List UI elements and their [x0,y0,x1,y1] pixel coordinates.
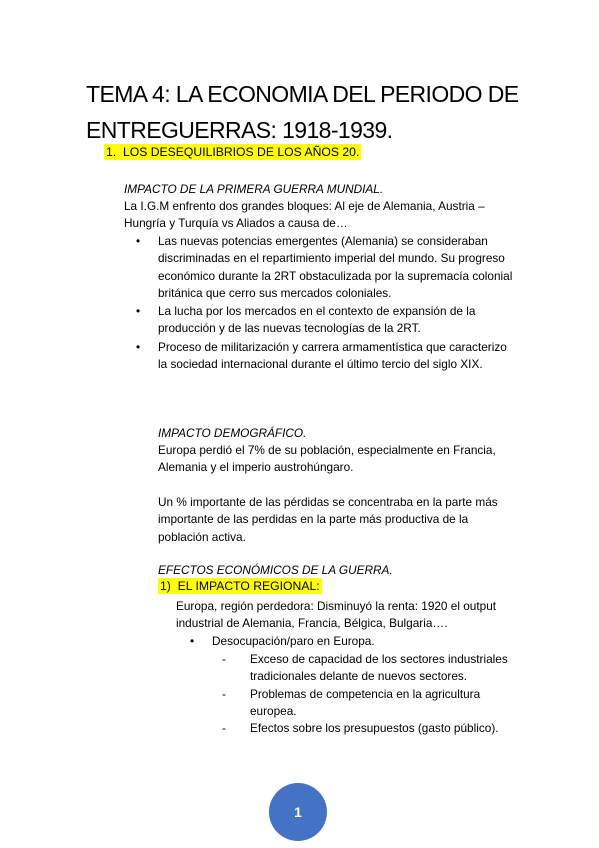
bullet-icon: • [136,339,141,354]
list-item-text: Desocupación/paro en Europa. [212,634,375,648]
paragraph-demografico-2: Un % importante de las pérdidas se concentraba en la parte más importante de las perdidas en la parte más productiva de la población activa. [158,495,498,544]
dash-list [222,651,512,737]
section-number: 1. [106,145,117,159]
subheading-impacto-guerra: IMPACTO DE LA PRIMERA GUERRA MUNDIAL. [124,182,384,196]
section-title: LOS DESEQUILIBRIOS DE LOS AÑOS 20. [122,145,360,159]
list-item [222,651,512,686]
list-item-text: Efectos sobre los presupuestos (gasto público). [250,721,499,736]
dash-icon: - [222,721,226,736]
bullet-list-regional [178,633,508,651]
list-item [222,720,512,737]
list-item-text: Exceso de capacidad de los sectores industriales tradicionales delante de nuevos sectores. [250,652,508,684]
subsection-heading-highlight [158,578,322,594]
list-item [178,633,508,650]
section-heading-highlight [104,144,361,160]
page-title: TEMA 4: LA ECONOMIA DEL PERIODO DE ENTREGUERRAS: 1918-1939. [86,81,519,143]
list-item [124,339,516,374]
subsection-title: EL IMPACTO REGIONAL: [177,579,320,593]
subheading-efectos-economicos: EFECTOS ECONÓMICOS DE LA GUERRA. [158,563,393,577]
paragraph-demografico-1: Europa perdió el 7% de su población, especialmente en Francia, Alemania y el imperio austrohúngaro. [158,443,496,475]
dash-icon: - [222,652,226,666]
subsection-number: 1) [160,579,171,593]
dash-icon: - [222,686,226,701]
list-item [124,233,516,302]
page-number-badge [269,783,327,841]
list-item-text: Problemas de competencia en la agricultura europea. [250,686,481,718]
list-item-text: Proceso de militarización y carrera armamentística que caracterizo la sociedad internacional durante el último tercio del siglo XIX. [158,339,507,372]
list-item [222,686,512,721]
list-item-text: La lucha por los mercados en el contexto de expansión de la producción y de las nuevas tecnologías de la 2RT. [158,304,476,336]
subsection-heading [158,578,322,596]
bullet-icon: • [190,634,195,648]
bullet-list-guerra [124,233,516,374]
section-heading-1 [104,144,361,162]
paragraph-intro-guerra: La I.G.M enfrento dos grandes bloques: Al eje de Alemania, Austria – Hungría y Turquía vs Aliados a causa de… [124,199,485,231]
list-item-text: Las nuevas potencias emergentes (Alemania) se consideraban discriminadas en el repartimiento imperial del mundo. Su progreso económico durante la 2RT obstaculizada por la supremacía colonial británica que cerro sus mercados coloniales. [158,234,513,300]
page-number: 1 [294,804,302,820]
paragraph-impacto-regional: Europa, región perdedora: Disminuyó la renta: 1920 el output industrial de Alemania, Francia, Bélgica, Bulgaria…. [176,599,497,631]
list-item [124,303,516,338]
bullet-icon: • [136,234,141,248]
bullet-icon: • [136,304,141,319]
subheading-impacto-demografico: IMPACTO DEMOGRÁFICO. [158,426,307,440]
